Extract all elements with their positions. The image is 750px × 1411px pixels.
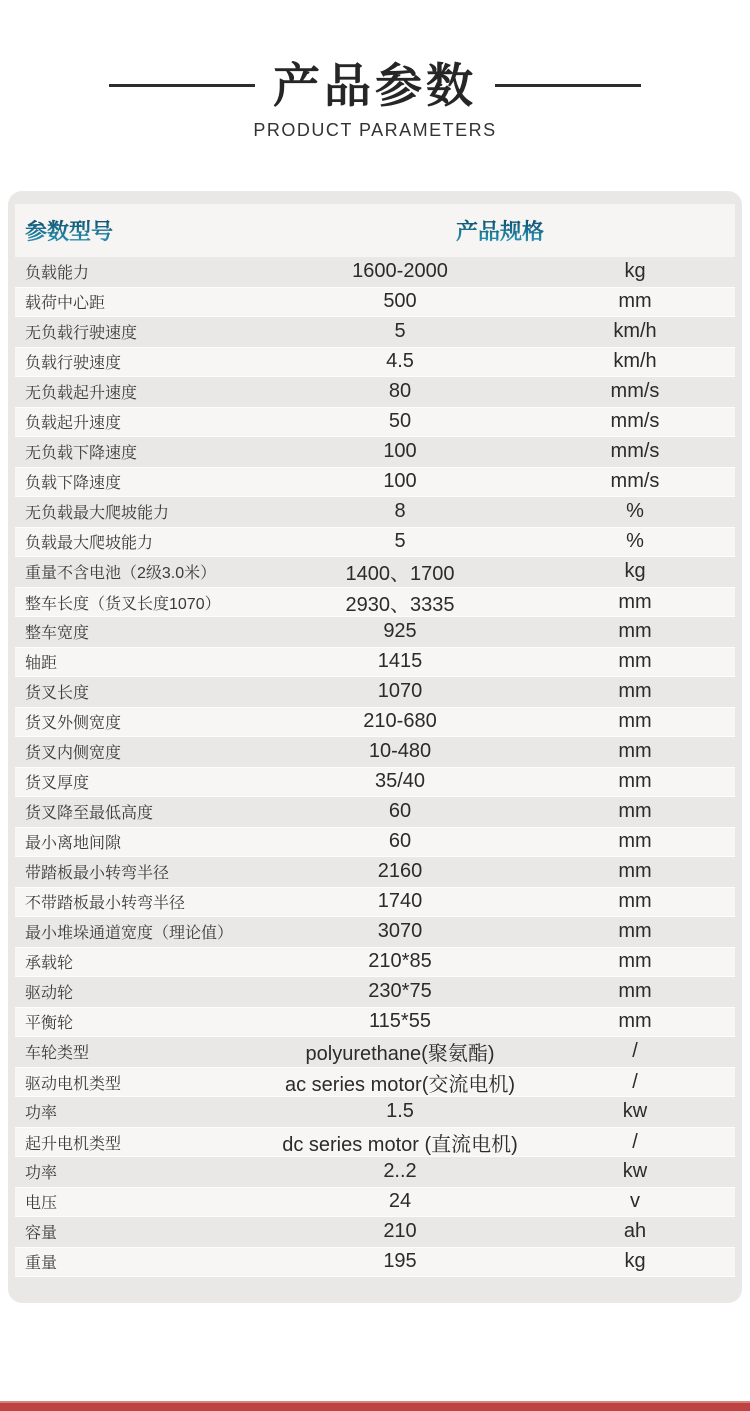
param-unit: mm: [618, 710, 652, 733]
table-row: [15, 317, 735, 347]
param-label: 最小离地间隙: [25, 835, 122, 853]
table-row: [15, 1217, 735, 1247]
table-row: [15, 947, 735, 977]
param-label: 负载下降速度: [25, 475, 122, 493]
table-row: [15, 557, 735, 587]
param-label: 整车长度（货叉长度1070）: [25, 595, 221, 613]
param-value: 1.5: [386, 1100, 414, 1123]
param-unit: kg: [624, 1250, 646, 1273]
header-product-spec: 产品规格: [265, 215, 735, 246]
param-value: 4.5: [386, 350, 414, 373]
product-spec-card: [8, 191, 742, 1303]
param-label: 无负载起升速度: [25, 385, 138, 403]
table-row: [15, 767, 735, 797]
param-label: 承载轮: [25, 955, 74, 973]
table-row: [15, 407, 735, 437]
param-label: 带踏板最小转弯半径: [25, 865, 170, 883]
param-label: 功率: [25, 1165, 58, 1183]
table-row: [15, 1127, 735, 1157]
page-title: 产品参数: [273, 59, 477, 112]
param-value: 100: [383, 470, 417, 493]
param-unit: %: [626, 530, 644, 553]
param-unit: kg: [624, 560, 646, 583]
table-row: [15, 1007, 735, 1037]
param-value: dc series motor (直流电机): [282, 1133, 518, 1156]
param-value: 210*85: [368, 950, 432, 973]
param-label: 平衡轮: [25, 1015, 74, 1033]
param-value: 10-480: [368, 740, 432, 763]
param-unit: mm: [618, 680, 652, 703]
table-row: [15, 257, 735, 287]
param-value: 1400、1700: [345, 563, 455, 586]
param-label: 无负载行驶速度: [25, 325, 138, 343]
spec-table-header: [15, 204, 735, 257]
param-value: 80: [388, 380, 412, 403]
param-label: 无负载最大爬坡能力: [25, 505, 170, 523]
param-label: 容量: [25, 1225, 58, 1243]
param-value: 1600-2000: [352, 260, 448, 283]
param-label: 无负载下降速度: [25, 445, 138, 463]
param-unit: mm: [618, 800, 652, 823]
param-label: 货叉降至最低高度: [25, 805, 154, 823]
param-unit: mm/s: [610, 470, 660, 493]
param-label: 起升电机类型: [25, 1135, 122, 1153]
table-row: [15, 347, 735, 377]
param-label: 货叉外侧宽度: [25, 715, 122, 733]
param-value: 1415: [377, 650, 423, 673]
footer-red-bar: [0, 1401, 750, 1411]
param-unit: %: [626, 500, 644, 523]
param-value: 60: [388, 830, 412, 853]
param-unit: mm: [618, 650, 652, 673]
table-row: [15, 497, 735, 527]
table-row: [15, 977, 735, 1007]
param-unit: mm: [618, 890, 652, 913]
param-label: 最小堆垛通道宽度（理论值）: [25, 925, 234, 943]
param-unit: km/h: [613, 320, 657, 343]
param-label: 驱动轮: [25, 985, 74, 1003]
param-value: 100: [383, 440, 417, 463]
table-row: [15, 857, 735, 887]
param-value: 1740: [377, 890, 423, 913]
param-label: 驱动电机类型: [25, 1075, 122, 1093]
param-unit: mm: [618, 920, 652, 943]
param-value: 60: [388, 800, 412, 823]
param-value: 3070: [377, 920, 423, 943]
param-label: 货叉长度: [25, 685, 90, 703]
param-label: 货叉厚度: [25, 775, 90, 793]
param-label: 货叉内侧宽度: [25, 745, 122, 763]
param-unit: /: [632, 1040, 638, 1063]
param-unit: mm/s: [610, 380, 660, 403]
param-unit: mm: [618, 590, 652, 613]
param-value: 50: [388, 410, 412, 433]
header-parameter-model: 参数型号: [15, 215, 265, 246]
page-subtitle: PRODUCT PARAMETERS: [253, 119, 497, 140]
table-row: [15, 1157, 735, 1187]
table-row: [15, 917, 735, 947]
param-unit: mm/s: [610, 410, 660, 433]
param-value: 195: [383, 1250, 417, 1273]
param-unit: km/h: [613, 350, 657, 373]
param-label: 车轮类型: [25, 1045, 90, 1063]
param-unit: mm/s: [610, 440, 660, 463]
table-row: [15, 677, 735, 707]
param-unit: ah: [623, 1220, 647, 1243]
param-unit: kw: [622, 1160, 648, 1183]
table-row: [15, 587, 735, 617]
param-label: 重量不含电池（2级3.0米）: [25, 565, 217, 583]
table-row: [15, 437, 735, 467]
param-value: 2930、3335: [345, 593, 455, 616]
param-unit: kw: [622, 1100, 648, 1123]
param-value: 115*55: [369, 1010, 431, 1033]
param-label: 整车宽度: [25, 625, 90, 643]
param-unit: mm: [618, 980, 652, 1003]
page-title-block: [0, 60, 750, 112]
table-row: [15, 647, 735, 677]
param-label: 电压: [25, 1195, 58, 1213]
table-row: [15, 527, 735, 557]
title-decor-line-right: [495, 84, 641, 87]
param-value: 35/40: [374, 770, 426, 793]
param-value: 230*75: [368, 980, 432, 1003]
table-row: [15, 287, 735, 317]
param-value: 5: [394, 320, 406, 343]
param-value: 24: [388, 1190, 412, 1213]
param-value: 1070: [377, 680, 423, 703]
param-unit: kg: [624, 260, 646, 283]
table-row: [15, 617, 735, 647]
param-value: polyurethane(聚氨酯): [305, 1043, 495, 1066]
param-unit: /: [632, 1130, 638, 1153]
table-row: [15, 1067, 735, 1097]
param-value: 2..2: [383, 1160, 417, 1183]
param-value: 210: [383, 1220, 417, 1243]
param-label: 不带踏板最小转弯半径: [25, 895, 186, 913]
table-row: [15, 887, 735, 917]
table-row: [15, 377, 735, 407]
table-row: [15, 1247, 735, 1277]
title-decor-line-left: [109, 84, 255, 87]
param-unit: mm: [618, 290, 652, 313]
param-unit: mm: [618, 950, 652, 973]
param-label: 负载行驶速度: [25, 355, 122, 373]
param-unit: mm: [618, 830, 652, 853]
table-row: [15, 797, 735, 827]
param-label: 功率: [25, 1105, 58, 1123]
param-value: 2160: [377, 860, 423, 883]
param-unit: mm: [618, 860, 652, 883]
table-row: [15, 737, 735, 767]
param-value: 5: [394, 530, 406, 553]
table-row: [15, 1037, 735, 1067]
table-row: [15, 707, 735, 737]
param-value: 925: [383, 620, 417, 643]
param-unit: mm: [618, 1010, 652, 1033]
param-label: 重量: [25, 1255, 58, 1273]
param-label: 载荷中心距: [25, 295, 106, 313]
param-value: ac series motor(交流电机): [284, 1073, 516, 1096]
table-row: [15, 1097, 735, 1127]
param-unit: /: [632, 1070, 638, 1093]
param-value: 500: [383, 290, 417, 313]
param-unit: mm: [618, 740, 652, 763]
param-label: 轴距: [25, 655, 58, 673]
spec-table-body: [15, 257, 735, 1277]
table-row: [15, 827, 735, 857]
table-row: [15, 467, 735, 497]
param-value: 210-680: [363, 710, 437, 733]
param-unit: mm: [618, 770, 652, 793]
param-label: 负载最大爬坡能力: [25, 535, 154, 553]
param-value: 8: [394, 500, 406, 523]
param-label: 负载能力: [25, 265, 90, 283]
param-unit: mm: [618, 620, 652, 643]
table-row: [15, 1187, 735, 1217]
param-unit: v: [630, 1190, 640, 1213]
param-label: 负载起升速度: [25, 415, 122, 433]
